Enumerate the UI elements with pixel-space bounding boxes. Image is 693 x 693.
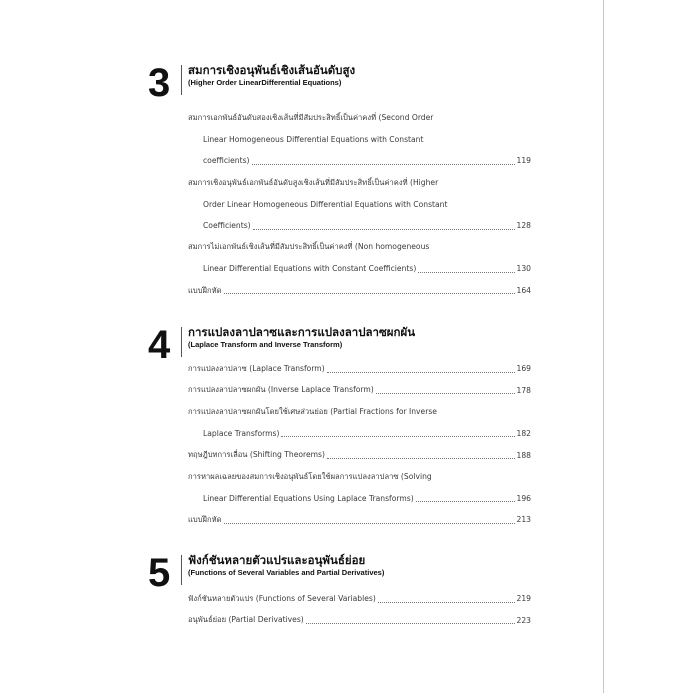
toc-entry-line[interactable]: Linear Homogeneous Differential Equations with Constant <box>203 134 424 144</box>
leader-dots <box>224 292 515 294</box>
chapter-number: 3 <box>148 61 171 105</box>
chapter-divider <box>181 327 182 357</box>
leader-dots <box>306 622 515 624</box>
leader-dots <box>253 228 515 230</box>
chapter-subtitle: (Laplace Transform and Inverse Transform) <box>188 340 343 349</box>
chapter-divider <box>181 555 182 585</box>
chapter-number: 5 <box>148 551 171 595</box>
page-number: 130 <box>516 264 531 274</box>
chapter-divider <box>181 65 182 95</box>
leader-dots <box>224 522 515 524</box>
page-number: 164 <box>516 286 531 296</box>
toc-entry-line[interactable]: Coefficients) 128 <box>203 221 531 231</box>
toc-entry-line[interactable]: ฟังก์ชันหลายตัวแปร (Functions of Several Variables) 219 <box>188 593 531 604</box>
leader-dots <box>418 271 514 273</box>
leader-dots <box>281 435 514 437</box>
toc-entry-line[interactable]: แบบฝึกหัด 164 <box>188 285 531 296</box>
toc-entry-line[interactable]: การแปลงลาปลาซผกผันโดยใช้เศษส่วนย่อย (Partial Fractions for Inverse <box>188 406 437 416</box>
page-number: 213 <box>516 515 531 525</box>
toc-entries <box>188 107 531 301</box>
toc-entry-line[interactable]: Order Linear Homogeneous Differential Equations with Constant <box>203 199 448 209</box>
toc-entry-line[interactable]: coefficients) 119 <box>203 156 531 166</box>
chapter-subtitle: (Functions of Several Variables and Partial Derivatives) <box>188 568 385 577</box>
toc-entry-line[interactable]: Linear Differential Equations Using Laplace Transforms) 196 <box>203 493 531 503</box>
leader-dots <box>327 457 515 459</box>
chapter-number: 4 <box>148 323 171 367</box>
page-number: 219 <box>516 594 531 604</box>
toc-entries <box>188 588 531 631</box>
chapter-title: สมการเชิงอนุพันธ์เชิงเส้นอันดับสูง <box>188 63 356 77</box>
leader-dots <box>252 163 515 165</box>
page-edge-divider <box>603 0 604 693</box>
page-number: 188 <box>516 450 531 460</box>
toc-entry-line[interactable]: แบบฝึกหัด 213 <box>188 514 531 525</box>
toc-entry-line[interactable]: การแปลงลาปลาซผกผัน (Inverse Laplace Transform) 178 <box>188 385 531 395</box>
page-number: 178 <box>516 385 531 395</box>
leader-dots <box>327 371 515 373</box>
leader-dots <box>378 601 515 603</box>
page-number: 223 <box>516 615 531 625</box>
toc-entry-line[interactable]: สมการเชิงอนุพันธ์เอกพันธ์อันดับสูงเชิงเส้นที่มีสัมประสิทธิ์เป็นค่าคงที่ (Higher <box>188 177 439 187</box>
leader-dots <box>376 392 515 394</box>
toc-entry-line[interactable]: Linear Differential Equations with Constant Coefficients) 130 <box>203 264 531 274</box>
toc-entry-line[interactable]: การหาผลเฉลยของสมการเชิงอนุพันธ์โดยใช้ผลการแปลงลาปลาซ (Solving <box>188 471 432 481</box>
toc-entry-line[interactable]: ทฤษฎีบทการเลื่อน (Shifting Theorems) 188 <box>188 450 531 460</box>
toc-entry-line[interactable]: Laplace Transforms) 182 <box>203 429 531 439</box>
chapter-subtitle: (Higher Order LinearDifferential Equations) <box>188 78 342 87</box>
chapter-title: การแปลงลาปลาซและการแปลงลาปลาซผกผัน <box>188 325 416 339</box>
page-number: 128 <box>516 221 531 231</box>
toc-entry-line[interactable]: การแปลงลาปลาซ (Laplace Transform) 169 <box>188 363 531 374</box>
page-number: 196 <box>516 493 531 503</box>
page-number: 182 <box>516 429 531 439</box>
toc-entries <box>188 358 531 531</box>
page-number: 119 <box>516 156 531 166</box>
page-number: 169 <box>516 364 531 374</box>
toc-entry-line[interactable]: อนุพันธ์ย่อย (Partial Derivatives) 223 <box>188 615 531 625</box>
toc-entry-line[interactable]: สมการเอกพันธ์อันดับสองเชิงเส้นที่มีสัมประสิทธิ์เป็นค่าคงที่ (Second Order <box>188 112 434 122</box>
leader-dots <box>416 500 515 502</box>
toc-entry-line[interactable]: สมการไม่เอกพันธ์เชิงเส้นที่มีสัมประสิทธิ์เป็นค่าคงที่ (Non homogeneous <box>188 242 430 252</box>
chapter-title: ฟังก์ชันหลายตัวแปรและอนุพันธ์ย่อย <box>188 553 366 567</box>
